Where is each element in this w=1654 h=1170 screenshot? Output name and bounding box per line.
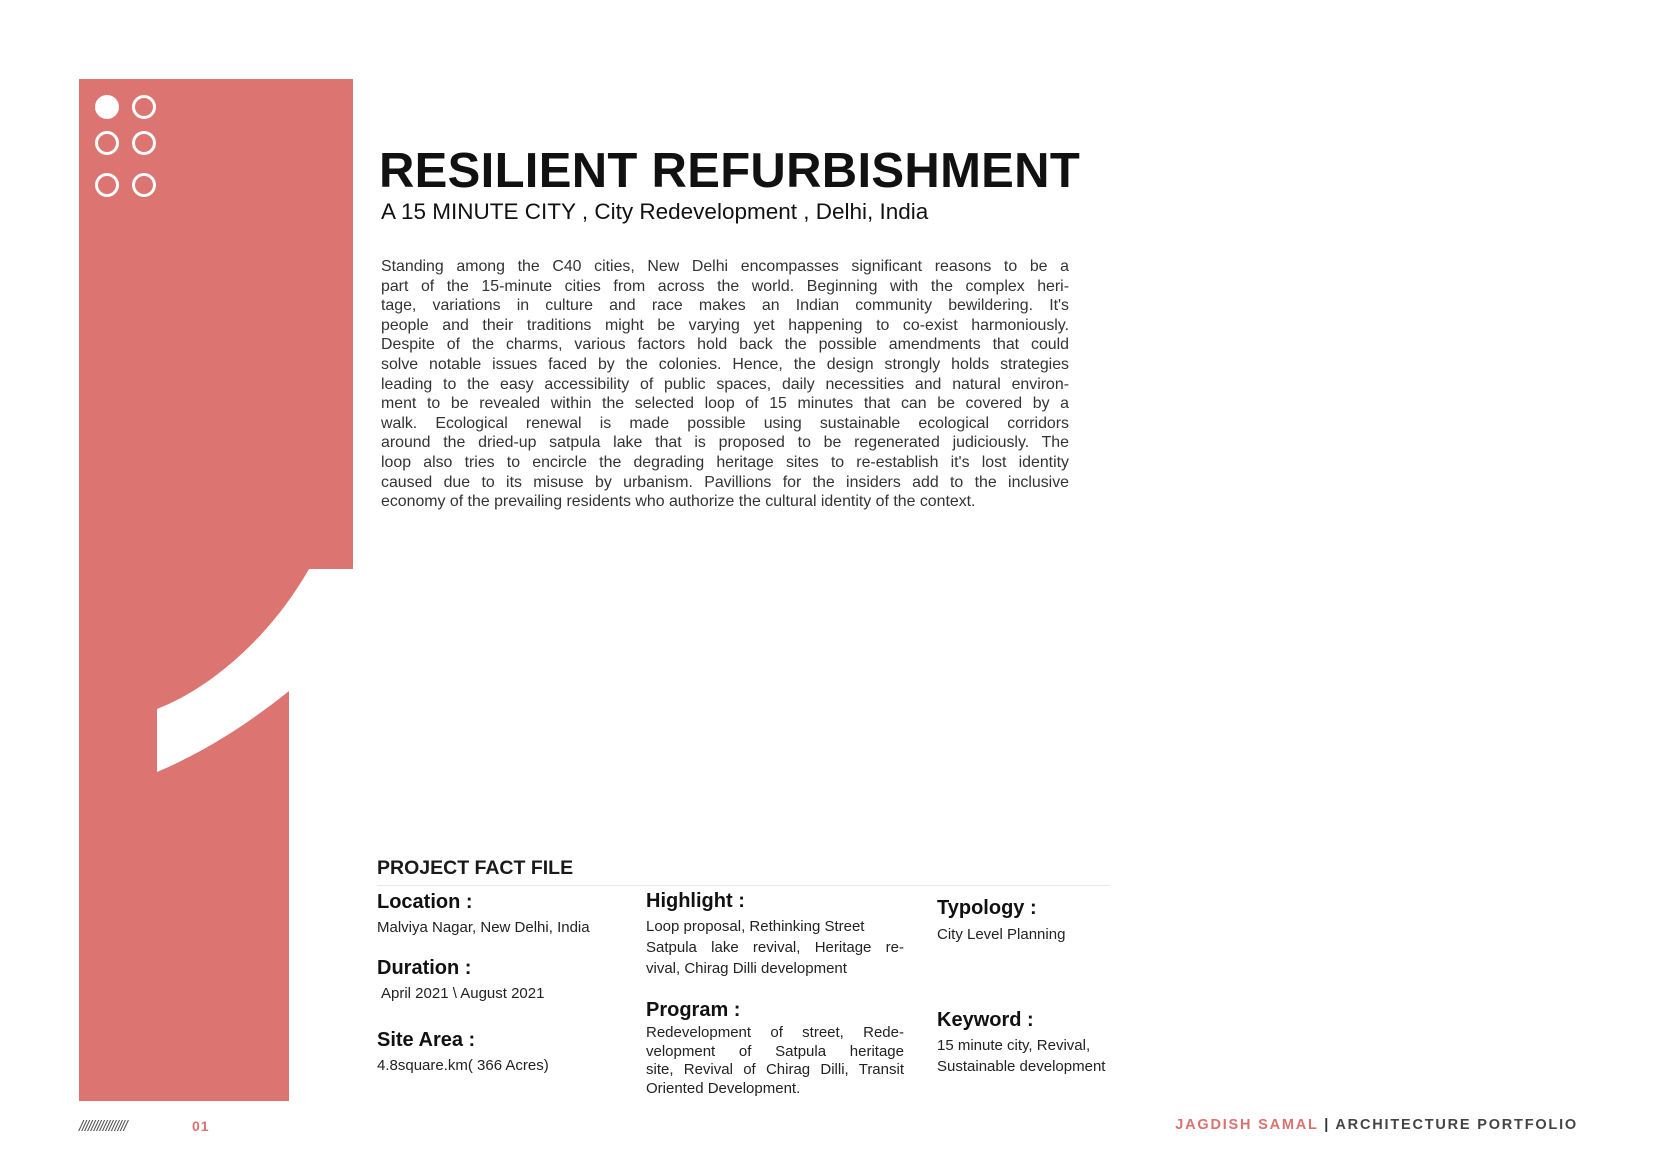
description-line: economy of the prevailing residents who authorize the cultural identity of the context.	[381, 493, 976, 511]
typology-text: City Level Planning	[937, 926, 1066, 943]
page-subtitle: A 15 MINUTE CITY , City Redevelopment , Delhi, India	[381, 199, 929, 224]
description-line: people and their traditions might be varying yet happening to co-exist harmoniously.	[381, 316, 1069, 334]
description-line: leading to the easy accessibility of public spaces, daily necessities and natural environ-	[381, 375, 1069, 393]
location-value	[377, 917, 590, 938]
numeral-one-graphic	[79, 79, 353, 1101]
program-label: Program :	[646, 999, 741, 1021]
dot-outline	[132, 173, 156, 197]
page-number: 01	[192, 1118, 210, 1134]
description-line: around the dried-up satpula lake that is proposed to be regenerated judiciously. The	[381, 434, 1069, 452]
duration-text: April 2021 \ August 2021	[381, 985, 545, 1002]
program-line: velopment of Satpula heritage	[646, 1042, 904, 1060]
site-area-value	[377, 1055, 549, 1076]
duration-value	[381, 983, 544, 1004]
footer-hatch-decoration: ////////////////	[79, 1118, 127, 1135]
highlight-label: Highlight :	[646, 890, 745, 912]
site-area-label: Site Area :	[377, 1029, 476, 1051]
dot-grid-icon	[95, 95, 167, 205]
project-description	[381, 257, 1069, 512]
page-title: RESILIENT REFURBISHMENT	[379, 144, 1081, 198]
footer-separator: |	[1318, 1117, 1336, 1133]
location-label: Location :	[377, 891, 473, 913]
highlight-line: Satpula lake revival, Heritage re-	[646, 939, 904, 956]
typology-label: Typology :	[937, 897, 1037, 919]
program-line: Oriented Development.	[646, 1079, 801, 1097]
description-line: Standing among the C40 cities, New Delhi encompasses significant reasons to be a	[381, 258, 1069, 275]
description-line: Despite of the charms, various factors hold back the possible amendments that could	[381, 336, 1069, 354]
dot-outline	[132, 131, 156, 155]
keyword-label: Keyword :	[937, 1009, 1034, 1031]
dot-outline	[95, 173, 119, 197]
fact-file-divider	[377, 885, 1110, 886]
footer-credit	[1175, 1117, 1578, 1133]
description-line: loop also tries to encircle the degrading heritage sites to re-establish it's lost identity	[381, 453, 1069, 471]
description-line: part of the 15-minute cities from across the world. Beginning with the complex heri-	[381, 277, 1069, 295]
fact-file-heading: PROJECT FACT FILE	[377, 857, 574, 879]
portfolio-label: ARCHITECTURE PORTFOLIO	[1335, 1117, 1578, 1133]
typology-value	[937, 924, 1065, 945]
highlight-line: vival, Chirag Dilli development	[646, 960, 847, 977]
keyword-value	[937, 1035, 1105, 1077]
author-name: JAGDISH SAMAL	[1175, 1117, 1319, 1133]
program-value	[646, 1024, 904, 1098]
description-line: caused due to its misuse by urbanism. Pavillions for the insiders add to the inclusive	[381, 473, 1069, 491]
program-line: site, Revival of Chirag Dilli, Transit	[646, 1061, 904, 1078]
description-line: solve notable issues faced by the colonies. Hence, the design strongly holds strategies	[381, 355, 1069, 373]
site-area-text: 4.8square.km( 366 Acres)	[377, 1057, 549, 1074]
keyword-line: 15 minute city, Revival,	[937, 1037, 1091, 1054]
dot-outline	[95, 131, 119, 155]
duration-label: Duration :	[377, 957, 472, 979]
highlight-line: Loop proposal, Rethinking Street	[646, 918, 865, 935]
location-text: Malviya Nagar, New Delhi, India	[377, 919, 590, 936]
program-line: Redevelopment of street, Rede-	[646, 1024, 904, 1041]
description-line: tage, variations in culture and race makes an Indian community bewildering. It's	[381, 297, 1069, 315]
keyword-line: Sustainable development	[937, 1058, 1106, 1075]
highlight-value	[646, 916, 904, 979]
dot-filled	[95, 95, 119, 119]
description-line: ment to be revealed within the selected loop of 15 minutes that can be covered by a	[381, 395, 1069, 413]
description-line: walk. Ecological renewal is made possible using sustainable ecological corridors	[381, 414, 1069, 432]
dot-outline	[132, 95, 156, 119]
